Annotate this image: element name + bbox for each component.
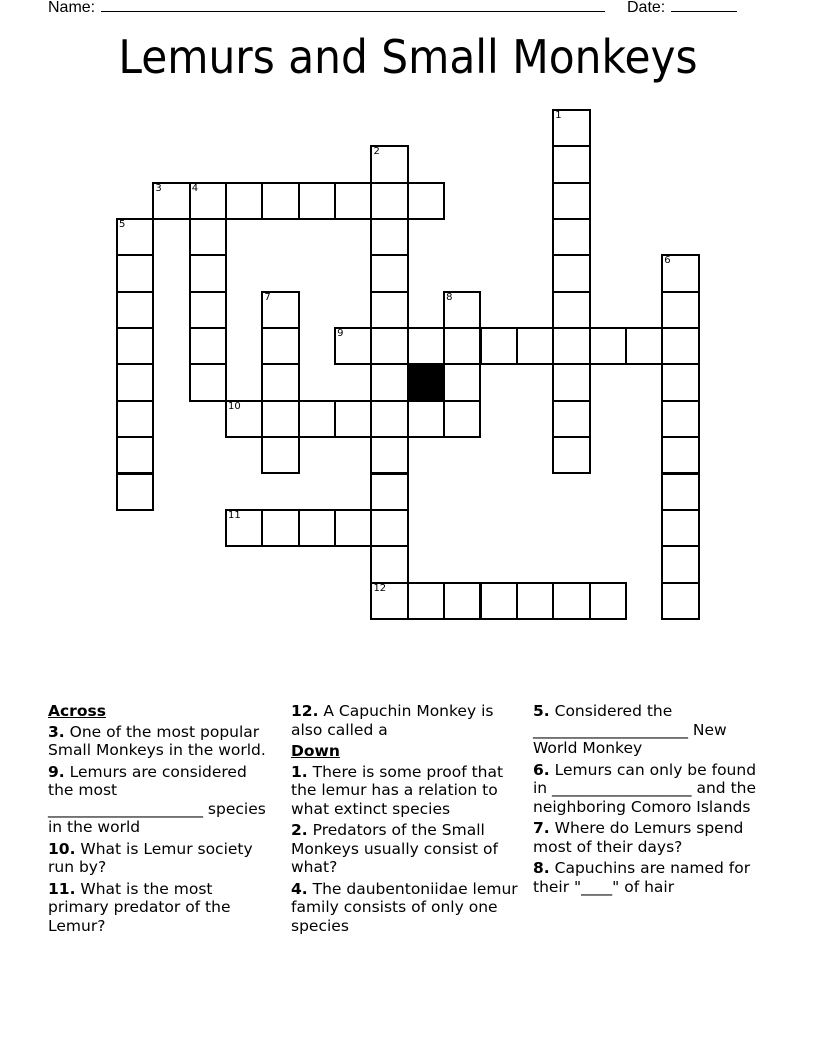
clues-column-2 bbox=[291, 702, 519, 938]
grid-cell[interactable] bbox=[334, 400, 372, 438]
grid-cell[interactable] bbox=[189, 254, 227, 292]
grid-cell[interactable] bbox=[370, 218, 408, 256]
grid-cell[interactable] bbox=[552, 436, 590, 474]
grid-cell[interactable] bbox=[661, 327, 699, 365]
clue-number-label: 2 bbox=[373, 146, 380, 158]
clue-text: Lemurs are considered the most ____________________ species in the world bbox=[48, 762, 266, 836]
clue-number: 1. bbox=[291, 762, 308, 781]
clue-number-label: 4 bbox=[191, 182, 199, 194]
grid-cell[interactable] bbox=[661, 436, 699, 474]
grid-cell[interactable] bbox=[480, 327, 518, 365]
clue-number-label: 10 bbox=[228, 400, 241, 412]
clues-column-3 bbox=[533, 702, 773, 899]
clue-down-7 bbox=[533, 819, 773, 856]
clue-number-label: 6 bbox=[664, 255, 671, 267]
grid-cell[interactable] bbox=[116, 218, 154, 256]
clue-text: What is Lemur society run by? bbox=[48, 839, 253, 876]
clue-down-2 bbox=[291, 821, 519, 877]
grid-cell[interactable] bbox=[116, 363, 154, 401]
across-heading: Across bbox=[48, 702, 106, 720]
grid-cell[interactable] bbox=[661, 363, 699, 401]
clue-down-4 bbox=[291, 880, 519, 936]
grid-cell[interactable] bbox=[552, 218, 590, 256]
grid-cell[interactable] bbox=[370, 582, 408, 620]
grid-cell[interactable] bbox=[552, 291, 590, 329]
clue-across-12 bbox=[291, 702, 519, 739]
grid-cell[interactable] bbox=[370, 327, 408, 365]
grid-cell[interactable] bbox=[116, 254, 154, 292]
grid-cell[interactable] bbox=[552, 254, 590, 292]
grid-cell[interactable] bbox=[552, 582, 590, 620]
clue-text: One of the most popular Small Monkeys in the world. bbox=[48, 722, 266, 759]
clue-across-3 bbox=[48, 723, 276, 760]
grid-cell[interactable] bbox=[589, 327, 627, 365]
grid-cell[interactable] bbox=[152, 182, 190, 220]
grid-cell[interactable] bbox=[407, 182, 445, 220]
grid-cell[interactable] bbox=[443, 363, 481, 401]
grid-cell[interactable] bbox=[225, 182, 263, 220]
grid-cell[interactable] bbox=[552, 400, 590, 438]
grid-cell[interactable] bbox=[443, 400, 481, 438]
grid-cell[interactable] bbox=[661, 545, 699, 583]
grid-cell[interactable] bbox=[370, 473, 408, 511]
grid-cell[interactable] bbox=[407, 327, 445, 365]
grid-cell[interactable] bbox=[261, 291, 299, 329]
grid-cell[interactable] bbox=[116, 436, 154, 474]
clue-text: What is the most primary predator of the Lemur? bbox=[48, 879, 231, 935]
clue-number: 7. bbox=[533, 819, 550, 837]
clue-number-label: 5 bbox=[119, 219, 126, 231]
clue-text: A Capuchin Monkey is also called a bbox=[291, 702, 494, 739]
grid-cell[interactable] bbox=[189, 327, 227, 365]
grid-cell[interactable] bbox=[443, 582, 481, 620]
grid-cell[interactable] bbox=[370, 400, 408, 438]
date-label: Date: bbox=[627, 0, 666, 16]
clue-text: Predators of the Small Monkeys usually consist of what? bbox=[291, 821, 498, 876]
grid-cell[interactable] bbox=[661, 291, 699, 329]
grid-cell[interactable] bbox=[261, 182, 299, 220]
clue-number: 8. bbox=[533, 859, 550, 877]
clue-text: Where do Lemurs spend most of their days? bbox=[533, 819, 744, 856]
grid-cell[interactable] bbox=[589, 582, 627, 620]
clue-number: 9. bbox=[48, 762, 65, 781]
grid-cell[interactable] bbox=[443, 291, 481, 329]
down-heading: Down bbox=[291, 742, 340, 760]
grid-cell[interactable] bbox=[298, 509, 336, 547]
clue-number-label: 11 bbox=[228, 509, 241, 521]
clue-text: There is some proof that the lemur has a relation to what extinct species bbox=[291, 762, 504, 818]
clue-number: 4. bbox=[291, 879, 308, 898]
grid-cell[interactable] bbox=[516, 327, 554, 365]
grid-cell[interactable] bbox=[370, 182, 408, 220]
grid-cell[interactable] bbox=[516, 582, 554, 620]
grid-cell[interactable] bbox=[298, 182, 336, 220]
clue-down-8 bbox=[533, 859, 773, 896]
grid-cell[interactable] bbox=[225, 400, 263, 438]
clue-number: 5. bbox=[533, 702, 550, 720]
grid-cell[interactable] bbox=[334, 327, 372, 365]
grid-cell[interactable] bbox=[370, 509, 408, 547]
grid-cell[interactable] bbox=[661, 254, 699, 292]
clue-number: 10. bbox=[48, 839, 76, 858]
grid-cell[interactable] bbox=[261, 436, 299, 474]
grid-cell[interactable] bbox=[625, 327, 663, 365]
grid-cell[interactable] bbox=[661, 582, 699, 620]
clue-text: Capuchins are named for their "____" of hair bbox=[533, 859, 751, 896]
clue-number-label: 1 bbox=[555, 110, 562, 121]
grid-cell[interactable] bbox=[370, 291, 408, 329]
clue-number-label: 9 bbox=[337, 328, 344, 340]
grid-cell[interactable] bbox=[189, 291, 227, 329]
grid-cell[interactable] bbox=[661, 400, 699, 438]
grid-cell[interactable] bbox=[189, 182, 227, 220]
name-label: Name: bbox=[48, 0, 96, 16]
grid-cell[interactable] bbox=[443, 327, 481, 365]
clue-number: 11. bbox=[48, 879, 76, 898]
page-title: Lemurs and Small Monkeys bbox=[118, 30, 698, 84]
grid-cell[interactable] bbox=[334, 509, 372, 547]
grid-cell[interactable] bbox=[189, 218, 227, 256]
grid-cell[interactable] bbox=[189, 363, 227, 401]
grid-cell[interactable] bbox=[261, 400, 299, 438]
grid-cell[interactable] bbox=[552, 363, 590, 401]
clue-number: 3. bbox=[48, 722, 65, 741]
clue-across-9 bbox=[48, 763, 276, 837]
grid-cell[interactable] bbox=[116, 473, 154, 511]
clue-number: 6. bbox=[533, 760, 550, 779]
clue-number-label: 7 bbox=[264, 291, 271, 303]
grid-cell[interactable] bbox=[370, 436, 408, 474]
clue-down-1 bbox=[291, 763, 519, 819]
clues-column-1 bbox=[48, 702, 276, 938]
clue-text: Considered the ____________________ New World Monkey bbox=[533, 702, 727, 757]
clue-number-label: 3 bbox=[155, 182, 162, 194]
grid-cell[interactable] bbox=[334, 182, 372, 220]
grid-cell[interactable] bbox=[261, 363, 299, 401]
clue-number: 2. bbox=[291, 821, 308, 839]
grid-cell[interactable] bbox=[552, 145, 590, 183]
clue-across-11 bbox=[48, 880, 276, 936]
grid-cell[interactable] bbox=[370, 254, 408, 292]
grid-cell[interactable] bbox=[480, 582, 518, 620]
clue-down-5 bbox=[533, 702, 773, 758]
clue-number-label: 12 bbox=[373, 582, 387, 594]
block-cell bbox=[407, 363, 445, 401]
grid-cell[interactable] bbox=[116, 291, 154, 329]
grid-cell[interactable] bbox=[261, 327, 299, 365]
grid-cell[interactable] bbox=[261, 509, 299, 547]
grid-cell[interactable] bbox=[116, 400, 154, 438]
grid-cell[interactable] bbox=[661, 473, 699, 511]
clue-text: Lemurs can only be found in __________________ and the neighboring Comoro Islands bbox=[533, 760, 757, 816]
grid-cell[interactable] bbox=[370, 545, 408, 583]
grid-cell[interactable] bbox=[552, 182, 590, 220]
grid-cell[interactable] bbox=[552, 109, 590, 147]
grid-cell[interactable] bbox=[116, 327, 154, 365]
grid-cell[interactable] bbox=[370, 363, 408, 401]
clue-number-label: 8 bbox=[446, 291, 453, 303]
grid-cell[interactable] bbox=[552, 327, 590, 365]
grid-cell[interactable] bbox=[298, 400, 336, 438]
clue-text: The daubentoniidae lemur family consists of only one species bbox=[291, 879, 518, 935]
grid-cell[interactable] bbox=[225, 509, 263, 547]
grid-cell[interactable] bbox=[370, 145, 408, 183]
grid-cell[interactable] bbox=[661, 509, 699, 547]
clue-number: 12. bbox=[291, 702, 319, 720]
grid-cell[interactable] bbox=[407, 400, 445, 438]
clue-across-10 bbox=[48, 840, 276, 877]
grid-cell[interactable] bbox=[407, 582, 445, 620]
clue-down-6 bbox=[533, 761, 773, 817]
